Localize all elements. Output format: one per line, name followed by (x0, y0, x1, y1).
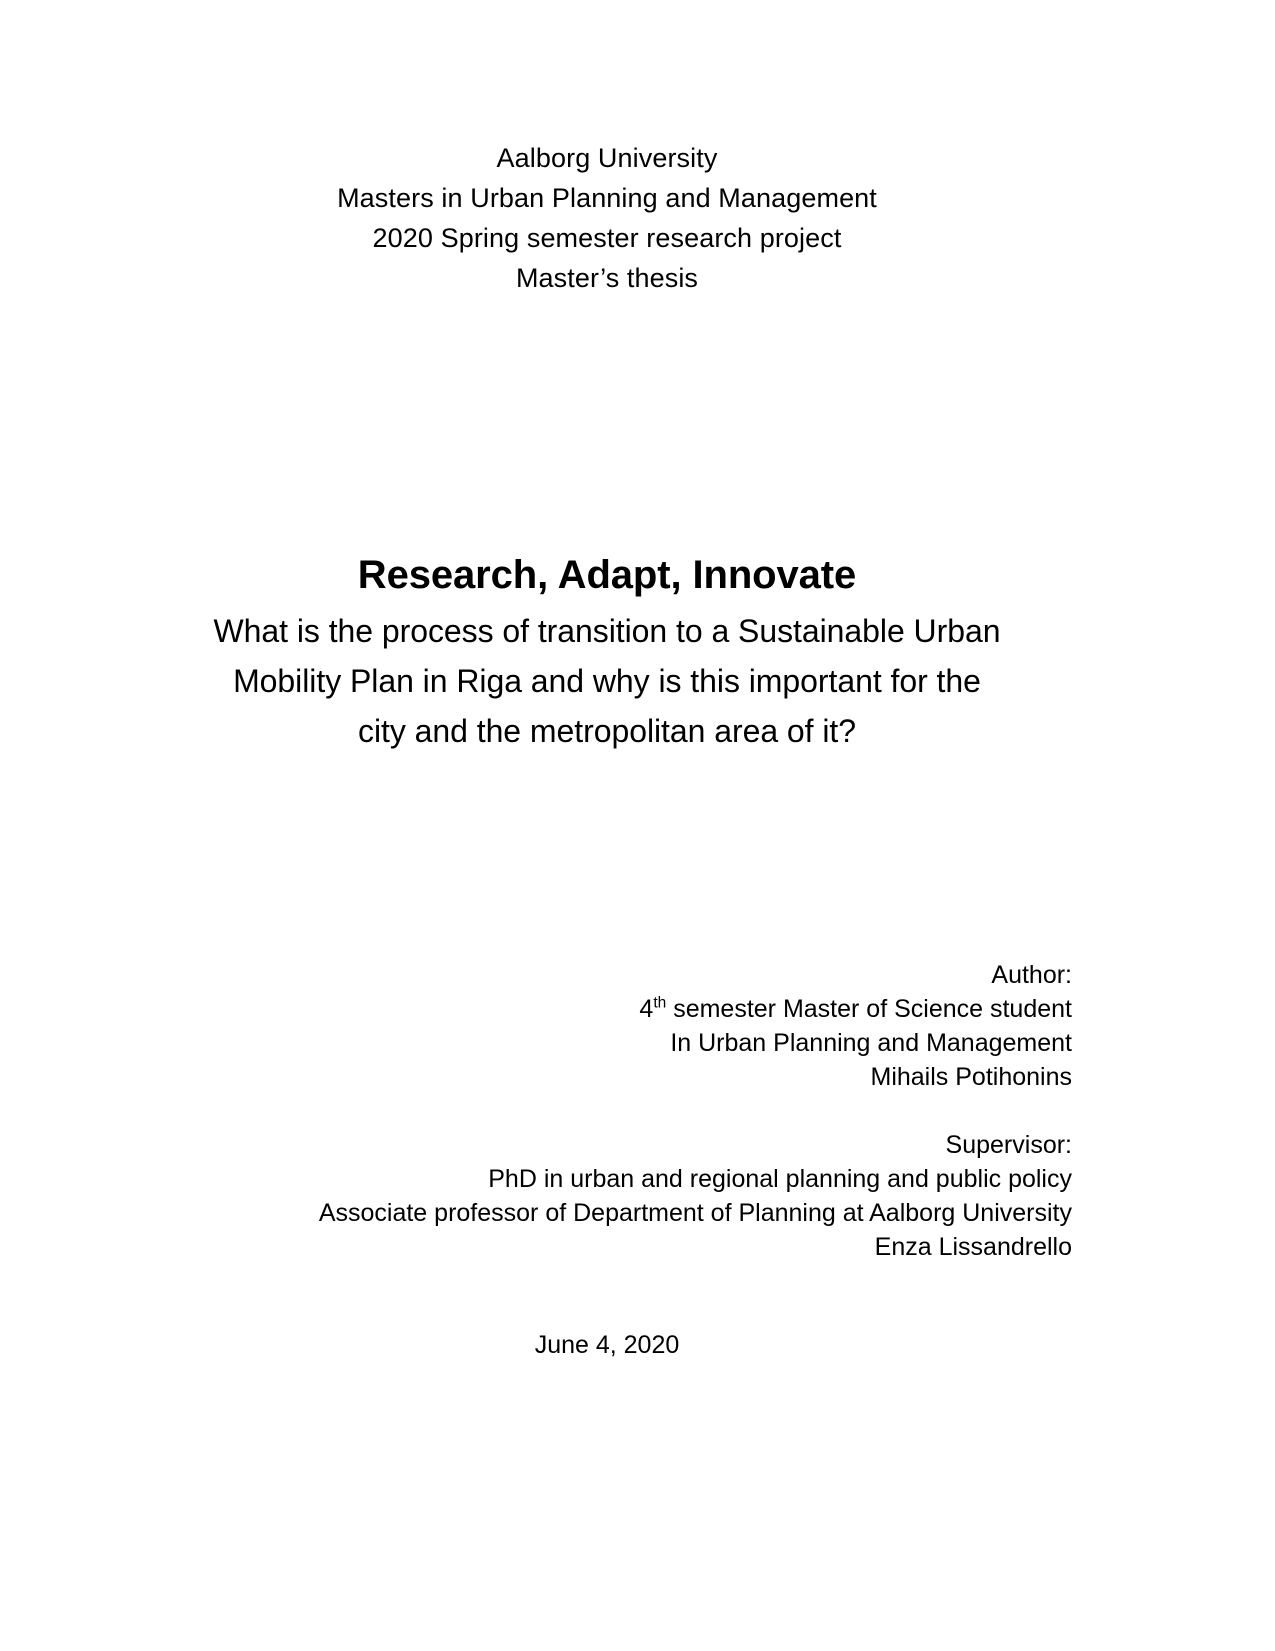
research-question (142, 602, 1072, 756)
supervisor-name: Enza Lissandrello (874, 1233, 1072, 1261)
credits-spacer (142, 1094, 1072, 1128)
research-question-line-3: city and the metropolitan area of it? (358, 713, 856, 749)
supervisor-heading: Supervisor: (945, 1131, 1072, 1159)
program-name: Masters in Urban Planning and Management (337, 183, 877, 213)
author-name: Mihails Potihonins (870, 1063, 1072, 1091)
author-role (142, 992, 1072, 1026)
page-title: Research, Adapt, Innovate (357, 553, 857, 597)
submission-date-section (142, 1328, 1072, 1362)
author-program: In Urban Planning and Management (670, 1029, 1072, 1057)
submission-date: June 4, 2020 (534, 1331, 680, 1359)
university-name: Aalborg University (496, 143, 718, 173)
ordinal-suffix: th (653, 994, 667, 1012)
research-question-line-2: Mobility Plan in Riga and why is this important for the (233, 663, 981, 699)
author-heading: Author: (991, 961, 1072, 989)
author-semester-number: 4 (639, 995, 654, 1023)
semester-project: 2020 Spring semester research project (372, 223, 842, 253)
title-section (142, 548, 1072, 756)
credits-section (142, 958, 1072, 1264)
supervisor-position: Associate professor of Department of Planning at Aalborg University (318, 1199, 1072, 1227)
research-question-line-1: What is the process of transition to a Sustainable Urban (213, 613, 1001, 649)
thesis-type: Master’s thesis (515, 263, 699, 293)
author-role-text: semester Master of Science student (666, 995, 1072, 1023)
supervisor-credential: PhD in urban and regional planning and public policy (488, 1165, 1072, 1193)
institution-header (142, 138, 1072, 298)
